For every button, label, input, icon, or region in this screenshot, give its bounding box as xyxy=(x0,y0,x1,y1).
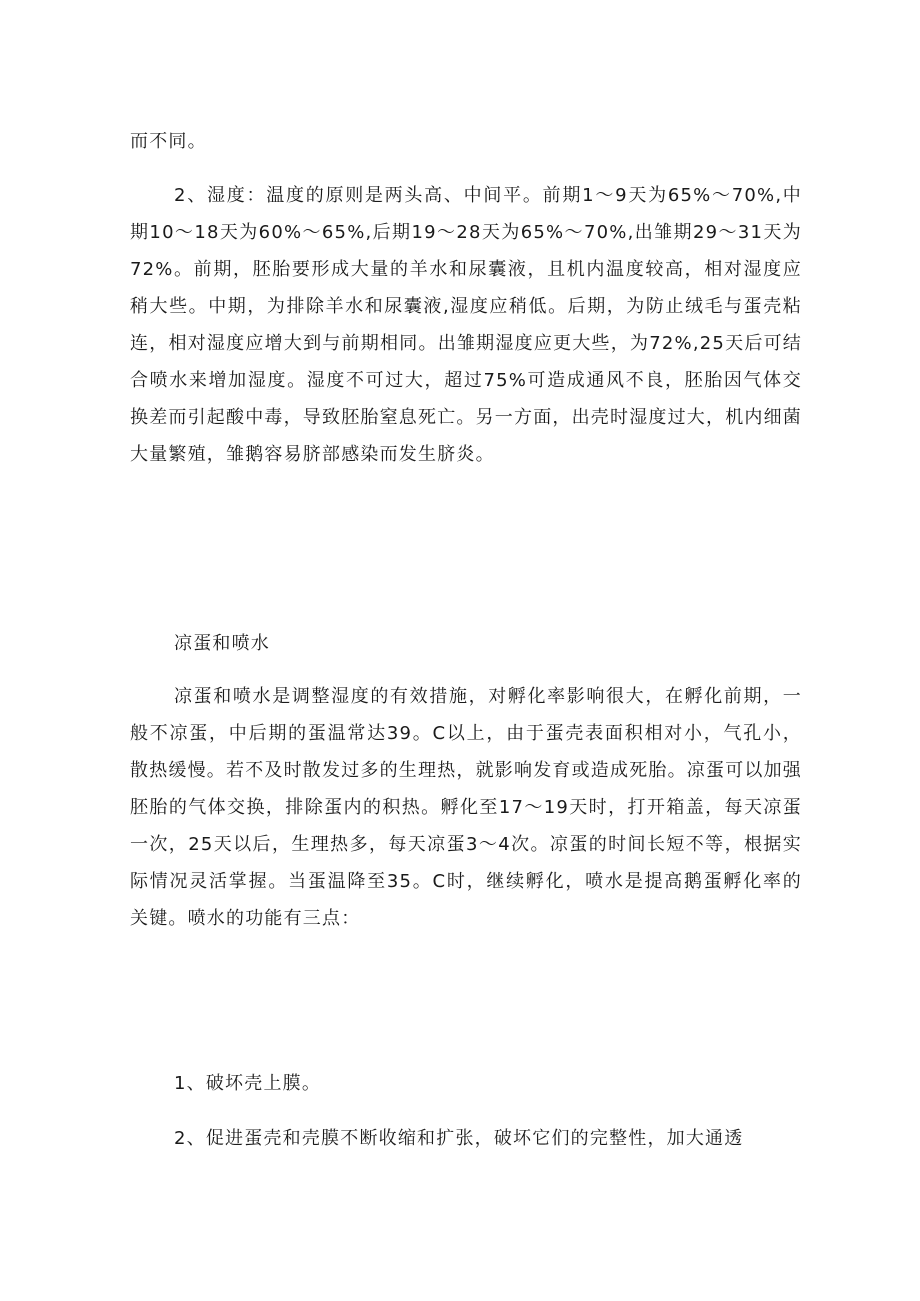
section-heading: 凉蛋和喷水 xyxy=(174,633,270,654)
paragraph-cooling-spraying: 凉蛋和喷水是调整湿度的有效措施，对孵化率影响很大，在孵化前期，一般不凉蛋，中后期的蛋温常达39。C以上，由于蛋壳表面积相对小，气孔小，散热缓慢。若不及时散发过多的生理热，就影响发育或造成死胎。凉蛋可以加强胚胎的气体交换，排除蛋内的积热。孵化至17〜19天时，打开箱盖，每天凉蛋一次，25天以后，生理热多，每天凉蛋3〜4次。凉蛋的时间长短不等，根据实际情况灵活掌握。当蛋温降至35。C时，继续孵化，喷水是提高鹅蛋孵化率的关键。喷水的功能有三点： xyxy=(130,686,802,929)
paragraph-continued: 而不同。 xyxy=(130,131,207,152)
list-item-2: 2、促进蛋壳和壳膜不断收缩和扩张，破坏它们的完整性，加大通透 xyxy=(174,1128,744,1149)
list-item-1: 1、破坏壳上膜。 xyxy=(174,1073,322,1094)
paragraph-humidity: 2、湿度：温度的原则是两头高、中间平。前期1〜9天为65%〜70%,中期10〜18天为60%〜65%,后期19〜28天为65%〜70%,出雏期29〜31天为72%。前期，胚胎要形成大量的羊水和尿囊液，且机内温度较高，相对湿度应稍大些。中期，为排除羊水和尿囊液,湿度应稍低。后期，为防止绒毛与蛋壳粘连，相对湿度应增大到与前期相同。出雏期湿度应更大些，为72%,25天后可结合喷水来增加湿度。湿度不可过大，超过75%可造成通风不良，胚胎因气体交换差而引起酸中毒，导致胚胎窒息死亡。另一方面，出壳时湿度过大，机内细菌大量繁殖，雏鹅容易脐部感染而发生脐炎。 xyxy=(130,185,802,465)
